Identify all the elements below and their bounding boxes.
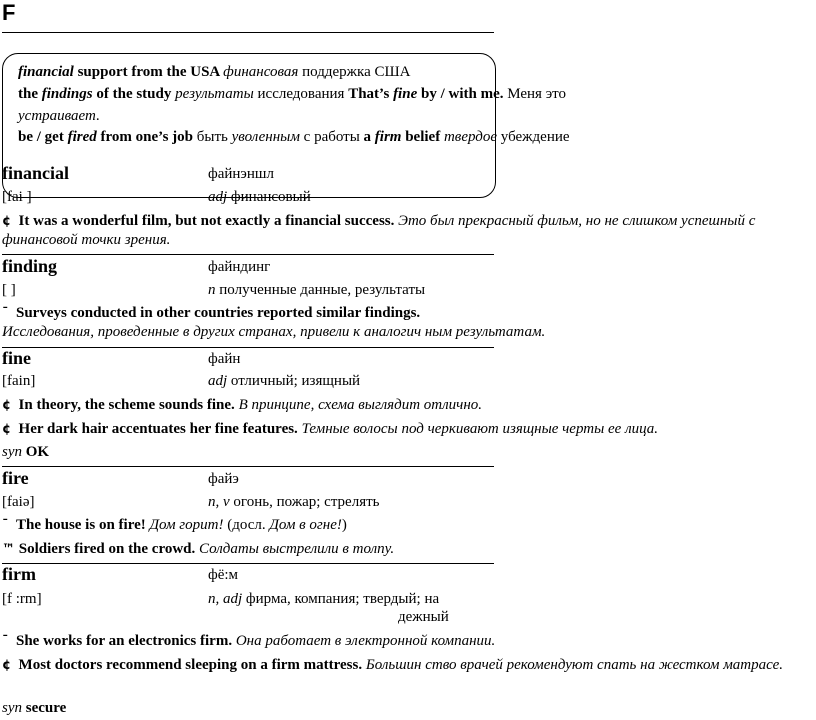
entry-firm-def: n, adj фирма, компания; твердый; на [208, 591, 440, 607]
entry-firm-example-1: ˉ She works for an electronics firm. Она работает в электронной компании. [2, 633, 496, 649]
phrase-line-2: the findings of the study результаты исследования That’s fine by / with me. Меня это [18, 86, 567, 102]
section-letter: F [2, 0, 16, 25]
entry-finding-example-1-ru: Исследования, проведенные в других странах, привели к аналогич ным результатам. [2, 324, 546, 340]
divider [2, 254, 494, 255]
entry-financial-headword: financial [2, 163, 70, 183]
entry-finding-def: n полученные данные, результаты [208, 282, 426, 298]
section-divider [2, 32, 494, 33]
entry-finding-example-1-en: ˉ Surveys conducted in other countries reported similar findings. [2, 305, 421, 321]
entry-fire-ru-pron: файэ [208, 471, 239, 487]
entry-finding-headword: finding [2, 256, 58, 276]
entry-firm-ipa: [f :rm] [2, 591, 42, 607]
entry-fine-synonym: syn OK [2, 444, 50, 460]
entry-financial-ru-pron: файнэншл [208, 166, 274, 182]
entry-fine-example-1: ¢ In theory, the scheme sounds fine. В принципе, схема выглядит отлично. [2, 397, 483, 413]
entry-financial-def: adj финансовый [208, 189, 311, 205]
entry-firm-def-cont: дежный [398, 609, 449, 625]
entry-financial-ipa: [fai ] [2, 189, 32, 205]
phrase-line-4: be / get fired from one’s job быть уволенным с работы a firm belief твердое убеждение [18, 129, 570, 145]
entry-fire-def: n, v огонь, пожар; стрелять [208, 494, 380, 510]
divider [2, 563, 494, 564]
entry-financial-example-1: ¢ It was a wonderful film, but not exactly a financial success. Это был прекрасный фильм, но не слишком успешный с финансовой точки зрения. [2, 213, 756, 248]
entry-fire-ipa: [faiə] [2, 494, 35, 510]
divider [2, 466, 494, 467]
entry-fine-def: adj отличный; изящный [208, 373, 361, 389]
entry-fine-ru-pron: файн [208, 351, 241, 367]
entry-firm-synonym: syn secure [2, 700, 67, 716]
entry-fire-example-1: ˉ The house is on fire! Дом горит! (досл. Дом в огне!) [2, 517, 347, 533]
entry-fire-example-2: ™ Soldiers fired on the crowd. Солдаты выстрелили в толпу. [2, 541, 395, 557]
entry-finding-ru-pron: файндинг [208, 259, 271, 275]
entry-fine-ipa: [fain] [2, 373, 36, 389]
phrase-line-3: устраивает. [18, 108, 100, 124]
entry-firm-example-2: ¢ Most doctors recommend sleeping on a firm mattress. Большин ство врачей рекомендуют спать на жестком матрасе. [2, 657, 783, 673]
entry-fire-headword: fire [2, 468, 29, 488]
divider [2, 347, 494, 348]
phrase-line-1: financial support from the USA финансовая поддержка США [18, 64, 411, 80]
entry-firm-headword: firm [2, 564, 36, 584]
entry-fine-headword: fine [2, 348, 31, 368]
entry-finding-ipa: [ ] [2, 282, 16, 298]
entry-fine-example-2: ¢ Her dark hair accentuates her fine features. Темные волосы под черкивают изящные черты ее лица. [2, 421, 659, 437]
entry-firm-ru-pron: фё:м [208, 567, 239, 583]
